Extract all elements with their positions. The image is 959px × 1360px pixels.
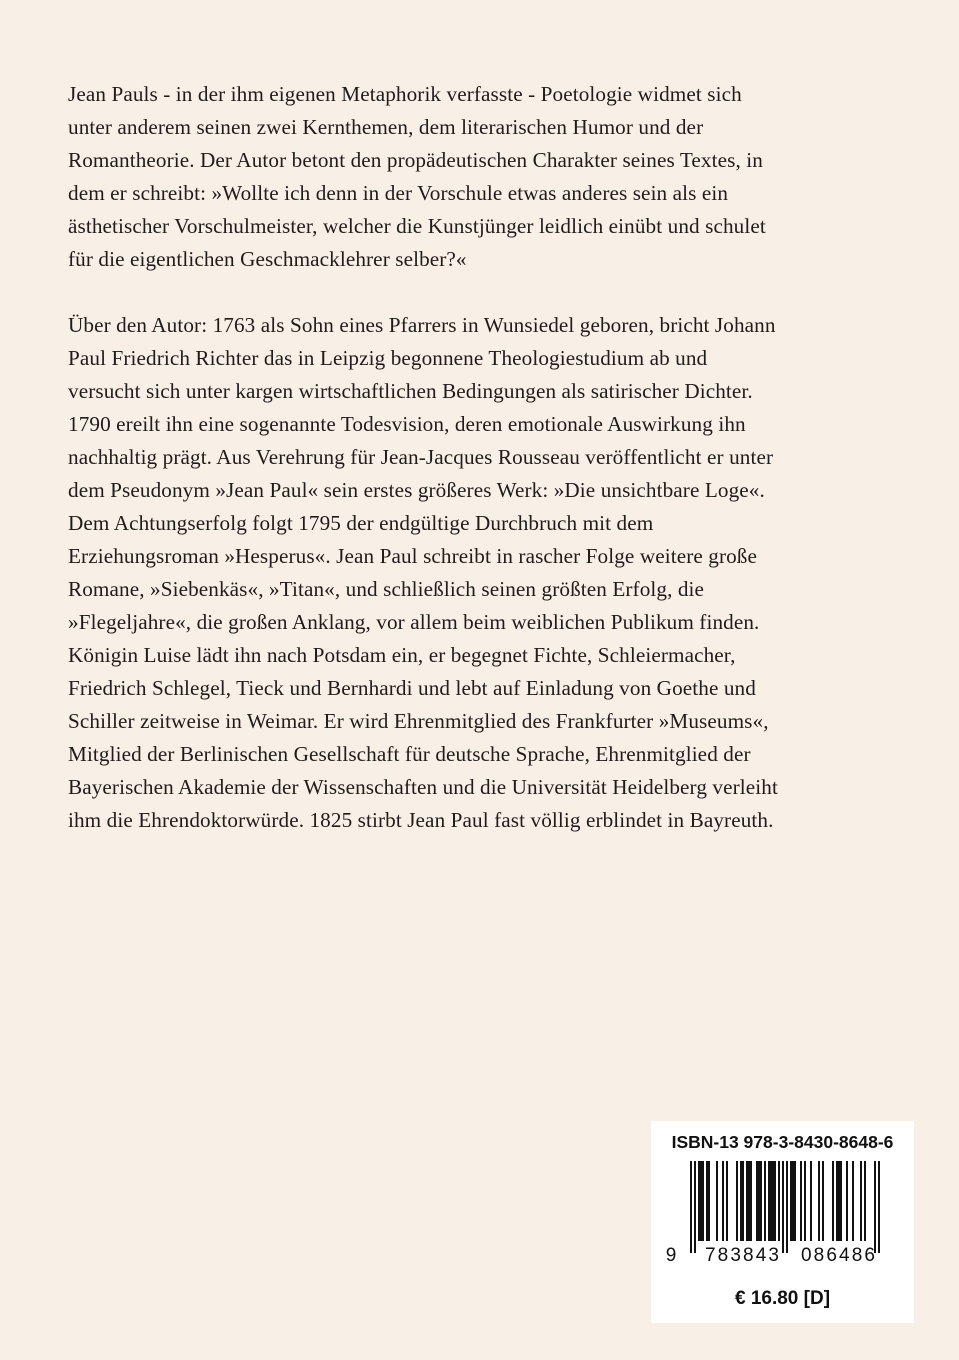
text-line: dem Pseudonym »Jean Paul« sein erstes größeres Werk: »Die unsichtbare Loge«. xyxy=(68,478,765,502)
summary-paragraph xyxy=(68,78,888,276)
barcode-bar xyxy=(716,1161,718,1241)
barcode-box xyxy=(651,1121,914,1323)
barcode-bar xyxy=(760,1161,762,1241)
barcode-bar xyxy=(746,1161,748,1241)
text-line: Paul Friedrich Richter das in Leipzig begonnene Theologiestudium ab und xyxy=(68,346,708,370)
barcode-guard-bar xyxy=(694,1161,696,1253)
barcode-bar xyxy=(764,1161,766,1241)
barcode-digits-right: 086486 xyxy=(801,1245,875,1266)
barcode-bar xyxy=(838,1161,840,1241)
text-line: Dem Achtungserfolg folgt 1795 der endgültige Durchbruch mit dem xyxy=(68,511,654,535)
barcode-bar xyxy=(748,1161,750,1241)
barcode-bar xyxy=(846,1161,848,1241)
text-line: für die eigentlichen Geschmacklehrer selber?« xyxy=(68,247,467,271)
barcode-bar xyxy=(804,1161,806,1241)
barcode-bar xyxy=(822,1161,824,1241)
text-line: nachhaltig prägt. Aus Verehrung für Jean-Jacques Rousseau veröffentlicht er unter xyxy=(68,445,774,469)
text-line: Romantheorie. Der Autor betont den propädeutischen Charakter seines Textes, in xyxy=(68,148,763,172)
barcode-bar xyxy=(698,1161,700,1241)
text-line: Friedrich Schlegel, Tieck und Bernhardi und lebt auf Einladung von Goethe und xyxy=(68,676,756,700)
description-text xyxy=(68,78,888,837)
barcode-bar xyxy=(756,1161,758,1241)
text-line: Erziehungsroman »Hesperus«. Jean Paul schreibt in rascher Folge weitere große xyxy=(68,544,758,568)
price-label: € 16.80 [D] xyxy=(734,1288,831,1309)
text-line: versucht sich unter kargen wirtschaftlichen Bedingungen als satirischer Dichter. xyxy=(68,379,753,403)
text-line: dem er schreibt: »Wollte ich denn in der Vorschule etwas anderes sein als ein xyxy=(68,181,729,205)
barcode-bar xyxy=(750,1161,752,1241)
barcode-bar xyxy=(722,1161,724,1241)
barcode-bar xyxy=(768,1161,770,1241)
barcode-guard-bar xyxy=(786,1161,788,1253)
barcode-bar xyxy=(726,1161,728,1241)
barcode-bar xyxy=(700,1161,702,1241)
barcode-bars xyxy=(690,1161,880,1253)
barcode-bar xyxy=(742,1161,744,1241)
barcode-bar xyxy=(770,1161,772,1241)
barcode-guard-bar xyxy=(690,1161,692,1253)
barcode-bar xyxy=(736,1161,738,1241)
barcode-digits-left: 783843 xyxy=(705,1245,779,1266)
barcode-bar xyxy=(852,1161,854,1241)
text-line: Über den Autor: 1763 als Sohn eines Pfarrers in Wunsiedel geboren, bricht Johann xyxy=(68,313,776,337)
text-line: Jean Pauls - in der ihm eigenen Metaphorik verfasste - Poetologie widmet sich xyxy=(68,82,742,106)
text-line: ästhetischer Vorschulmeister, welcher die Kunstjünger leidlich einübt und schulet xyxy=(68,214,766,238)
barcode-bar xyxy=(836,1161,838,1241)
barcode-bar xyxy=(790,1161,792,1241)
barcode-digit-first: 9 xyxy=(665,1245,677,1266)
barcode-bar xyxy=(706,1161,708,1241)
barcode-bar xyxy=(864,1161,866,1241)
barcode-bar xyxy=(818,1161,820,1241)
barcode-guard-bar xyxy=(782,1161,784,1253)
author-bio-paragraph xyxy=(68,309,888,837)
isbn-label: ISBN-13 978-3-8430-8648-6 xyxy=(671,1132,894,1152)
text-line: Königin Luise lädt ihn nach Potsdam ein, er begegnet Fichte, Schleiermacher, xyxy=(68,643,736,667)
text-line: 1790 ereilt ihn eine sogenannte Todesvision, deren emotionale Auswirkung ihn xyxy=(68,412,746,436)
barcode-bar xyxy=(772,1161,774,1241)
barcode-bar xyxy=(810,1161,812,1241)
text-line: ihm die Ehrendoktorwürde. 1825 stirbt Jean Paul fast völlig erblindet in Bayreuth. xyxy=(68,808,774,832)
text-line: Schiller zeitweise in Weimar. Er wird Ehrenmitglied des Frankfurter »Museums«, xyxy=(68,709,769,733)
barcode-guard-bar xyxy=(874,1161,876,1253)
barcode-bar xyxy=(774,1161,776,1241)
text-line: Romane, »Siebenkäs«, »Titan«, und schließlich seinen größten Erfolg, die xyxy=(68,577,705,601)
barcode-bar xyxy=(800,1161,802,1241)
barcode-guard-bar xyxy=(878,1161,880,1253)
barcode-bar xyxy=(702,1161,704,1241)
barcode-bar xyxy=(778,1161,780,1241)
barcode-bar xyxy=(708,1161,710,1241)
text-line: Mitglied der Berlinischen Gesellschaft für deutsche Sprache, Ehrenmitglied der xyxy=(68,742,751,766)
barcode-bar xyxy=(860,1161,862,1241)
text-line: Bayerischen Akademie der Wissenschaften und die Universität Heidelberg verleiht xyxy=(68,775,778,799)
barcode-bar xyxy=(792,1161,794,1241)
barcode-bar xyxy=(794,1161,796,1241)
text-line: unter anderem seinen zwei Kernthemen, dem literarischen Humor und der xyxy=(68,115,704,139)
barcode-bar xyxy=(840,1161,842,1241)
text-line: »Flegeljahre«, die großen Anklang, vor allem beim weiblichen Publikum finden. xyxy=(68,610,760,634)
barcode-bar xyxy=(758,1161,760,1241)
barcode-bar xyxy=(832,1161,834,1241)
barcode-bar xyxy=(740,1161,742,1241)
